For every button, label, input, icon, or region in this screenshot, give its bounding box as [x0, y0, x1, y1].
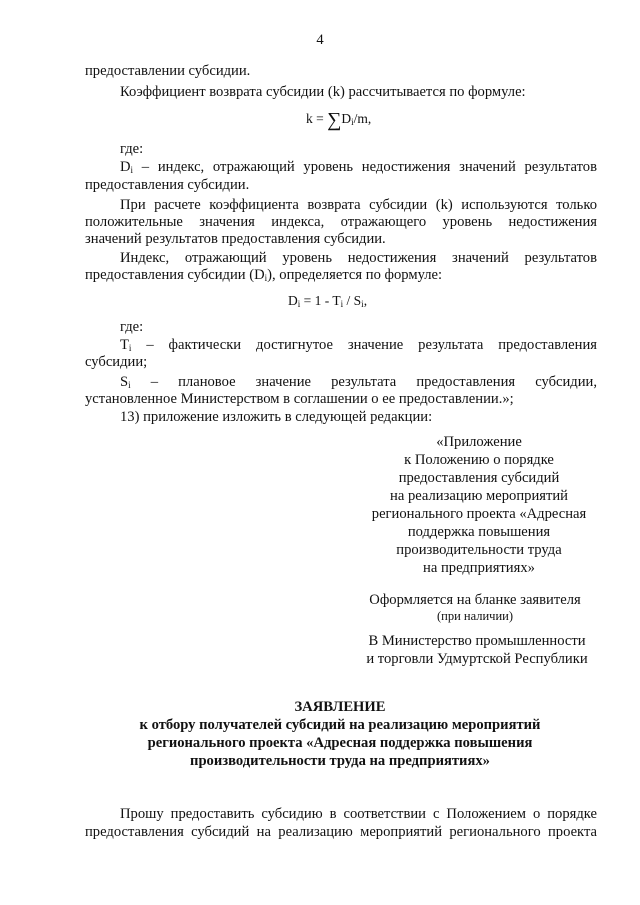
- subscript: i: [128, 380, 131, 390]
- formula-k: [306, 109, 372, 131]
- appendix-line: поддержка повышения: [407, 524, 551, 540]
- body-line: Прошу предоставить субсидию в соответствии с Положением о порядке: [120, 806, 597, 822]
- appendix-line: к Положению о порядке: [404, 452, 554, 468]
- formula-text: k =: [306, 111, 328, 126]
- formula-d: [288, 292, 367, 310]
- appendix-line: на реализацию мероприятий: [390, 488, 568, 504]
- appendix-line: регионального проекта «Адресная: [371, 506, 587, 522]
- text-span: – плановое значение результата предоставления субсидии,: [130, 374, 597, 390]
- addressee-line: В Министерство промышленности: [368, 633, 586, 649]
- appendix-line: предоставления субсидий: [398, 470, 560, 486]
- text-span: – фактически достигнутое значение результата предоставления: [131, 337, 597, 353]
- sum-symbol: ∑: [327, 109, 342, 131]
- subscript: i: [297, 299, 301, 309]
- document-subtitle: к отбору получателей субсидий на реализацию мероприятий: [139, 717, 541, 733]
- appendix-line: на предприятиях»: [423, 560, 535, 576]
- subscript: i: [361, 299, 364, 309]
- formula-text: = 1 - T: [300, 293, 341, 308]
- text-line: 13) приложение изложить в следующей редакции:: [120, 409, 433, 425]
- appendix-line: «Приложение: [436, 434, 522, 450]
- text-span: – индекс, отражающий уровень недостижения значений результатов: [133, 159, 597, 175]
- subscript: i: [351, 117, 354, 127]
- text-line: значений результатов предоставления субсидии.: [85, 231, 386, 247]
- appendix-line: производительности труда: [396, 542, 562, 558]
- subscript: i: [128, 343, 132, 353]
- text-line: [120, 373, 597, 391]
- formula-text: /m,: [353, 111, 372, 126]
- text-span: S: [120, 374, 129, 390]
- blank-note-sub: (при наличии): [436, 609, 514, 623]
- subscript: i: [340, 299, 344, 309]
- text-span: D: [120, 159, 131, 175]
- text-line: При расчете коэффициента возврата субсидии (k) используются только: [120, 197, 597, 213]
- text-line: предоставления субсидии.: [85, 177, 250, 193]
- body-line: предоставления субсидий на реализацию мероприятий регионального проекта: [85, 824, 597, 840]
- text-line: субсидии;: [85, 354, 148, 370]
- subscript: i: [130, 165, 134, 175]
- document-subtitle: производительности труда на предприятиях»: [190, 753, 490, 769]
- text-line: предоставлении субсидии.: [85, 63, 251, 79]
- text-span: ), определяется по формуле:: [267, 267, 443, 283]
- formula-text: ,: [363, 293, 368, 308]
- formula-text: D: [341, 111, 352, 126]
- text-line: установленное Министерством в соглашении о ее предоставлении.»;: [85, 391, 514, 407]
- formula-text: / S: [343, 293, 362, 308]
- text-line: где:: [120, 141, 144, 157]
- text-line: Коэффициент возврата субсидии (k) рассчитывается по формуле:: [120, 84, 526, 100]
- addressee-line: и торговли Удмуртской Республики: [366, 651, 588, 667]
- text-line: Индекс, отражающий уровень недостижения значений результатов: [120, 250, 597, 266]
- text-line: где:: [120, 319, 144, 335]
- document-heading: ЗАЯВЛЕНИЕ: [294, 699, 386, 715]
- text-line: [120, 336, 597, 354]
- formula-text: D: [288, 293, 298, 308]
- text-line: [85, 266, 442, 284]
- text-span: предоставления субсидии (D: [85, 267, 265, 283]
- page-number: 4: [316, 32, 324, 48]
- document-subtitle: регионального проекта «Адресная поддержка повышения: [147, 735, 533, 751]
- blank-note: Оформляется на бланке заявителя: [369, 592, 581, 608]
- text-span: T: [120, 337, 129, 353]
- text-line: [120, 158, 597, 176]
- text-line: положительные значения индекса, отражающего уровень недостижения: [85, 214, 597, 230]
- subscript: i: [264, 273, 268, 283]
